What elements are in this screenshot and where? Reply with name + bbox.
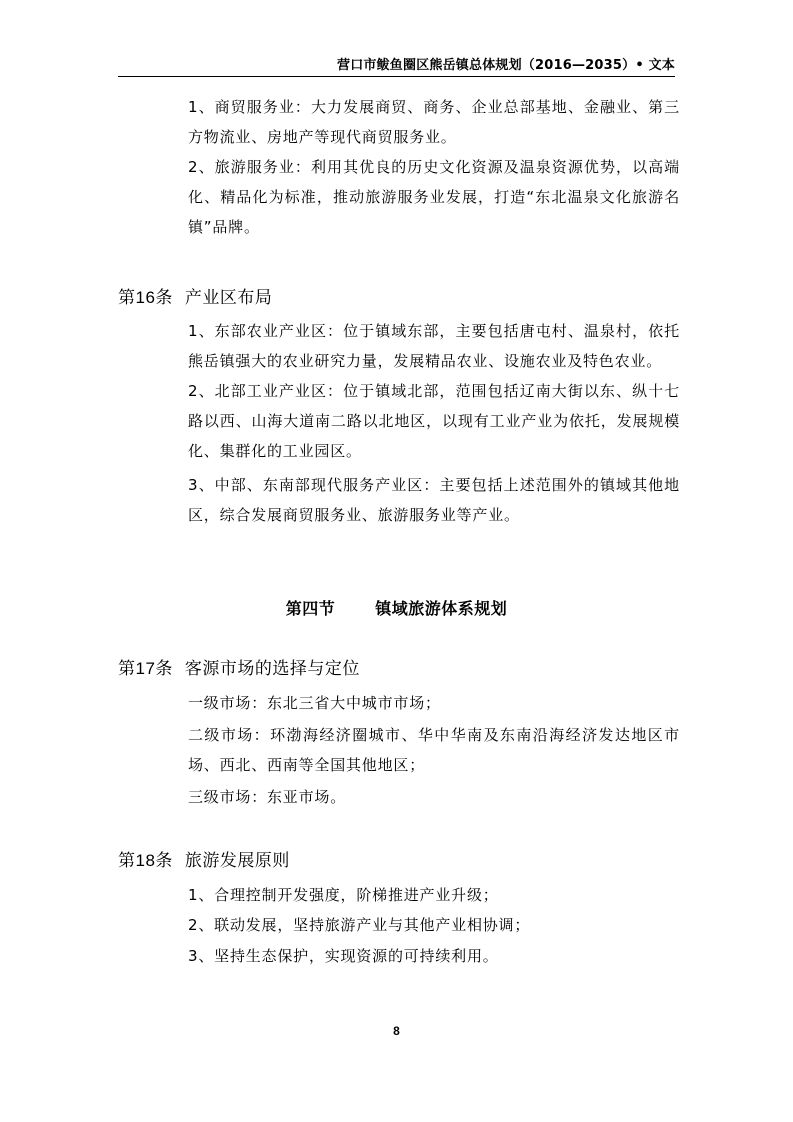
section-heading bbox=[0, 596, 793, 619]
paragraph-tertiary-market: 三级市场：东亚市场。 bbox=[188, 788, 347, 806]
article-16-heading bbox=[118, 283, 272, 308]
article-title: 旅游发展原则 bbox=[184, 851, 290, 871]
paragraph-principle-1: 1、合理控制开发强度，阶梯推进产业升级； bbox=[188, 886, 499, 904]
paragraph-principle-2: 2、联动发展，坚持旅游产业与其他产业相协调； bbox=[188, 916, 531, 934]
section-label: 第四节 bbox=[285, 599, 336, 618]
paragraph-east-agriculture: 1、东部农业产业区：位于镇域东部，主要包括唐屯村、温泉村，依托熊岳镇强大的农业研究力量，发展精品农业、设施农业及特色农业。 bbox=[188, 322, 680, 370]
paragraph-central-service: 3、中部、东南部现代服务产业区：主要包括上述范围外的镇域其他地区，综合发展商贸服务业、旅游服务业等产业。 bbox=[188, 476, 680, 524]
article-18-heading bbox=[118, 846, 290, 871]
article-number: 第16条 bbox=[118, 288, 173, 307]
page-number: 8 bbox=[393, 1024, 400, 1038]
paragraph-secondary-market: 二级市场：环渤海经济圈城市、华中华南及东南沿海经济发达地区市场、西北、西南等全国其他地区； bbox=[188, 726, 680, 774]
paragraph-primary-market: 一级市场：东北三省大中城市市场； bbox=[188, 694, 441, 712]
document-title: 营口市鲅鱼圈区熊岳镇总体规划（2016—2035）• 文本 bbox=[337, 58, 675, 73]
section-title: 镇域旅游体系规划 bbox=[375, 599, 508, 618]
paragraph-tourism-service: 2、旅游服务业：利用其优良的历史文化资源及温泉资源优势，以高端化、精品化为标准，推动旅游服务业发展，打造“东北温泉文化旅游名镇”品牌。 bbox=[188, 158, 680, 236]
page-header bbox=[118, 54, 675, 77]
article-title: 客源市场的选择与定位 bbox=[184, 659, 360, 679]
article-number: 第18条 bbox=[118, 851, 173, 870]
article-title: 产业区布局 bbox=[184, 288, 273, 308]
article-number: 第17条 bbox=[118, 659, 173, 678]
article-17-heading bbox=[118, 654, 360, 679]
paragraph-principle-3: 3、坚持生态保护，实现资源的可持续利用。 bbox=[188, 947, 499, 965]
paragraph-commerce-service: 1、商贸服务业：大力发展商贸、商务、企业总部基地、金融业、第三方物流业、房地产等现代商贸服务业。 bbox=[188, 98, 680, 146]
paragraph-north-industry: 2、北部工业产业区：位于镇域北部，范围包括辽南大街以东、纵十七路以西、山海大道南二路以北地区，以现有工业产业为依托，发展规模化、集群化的工业园区。 bbox=[188, 382, 680, 460]
